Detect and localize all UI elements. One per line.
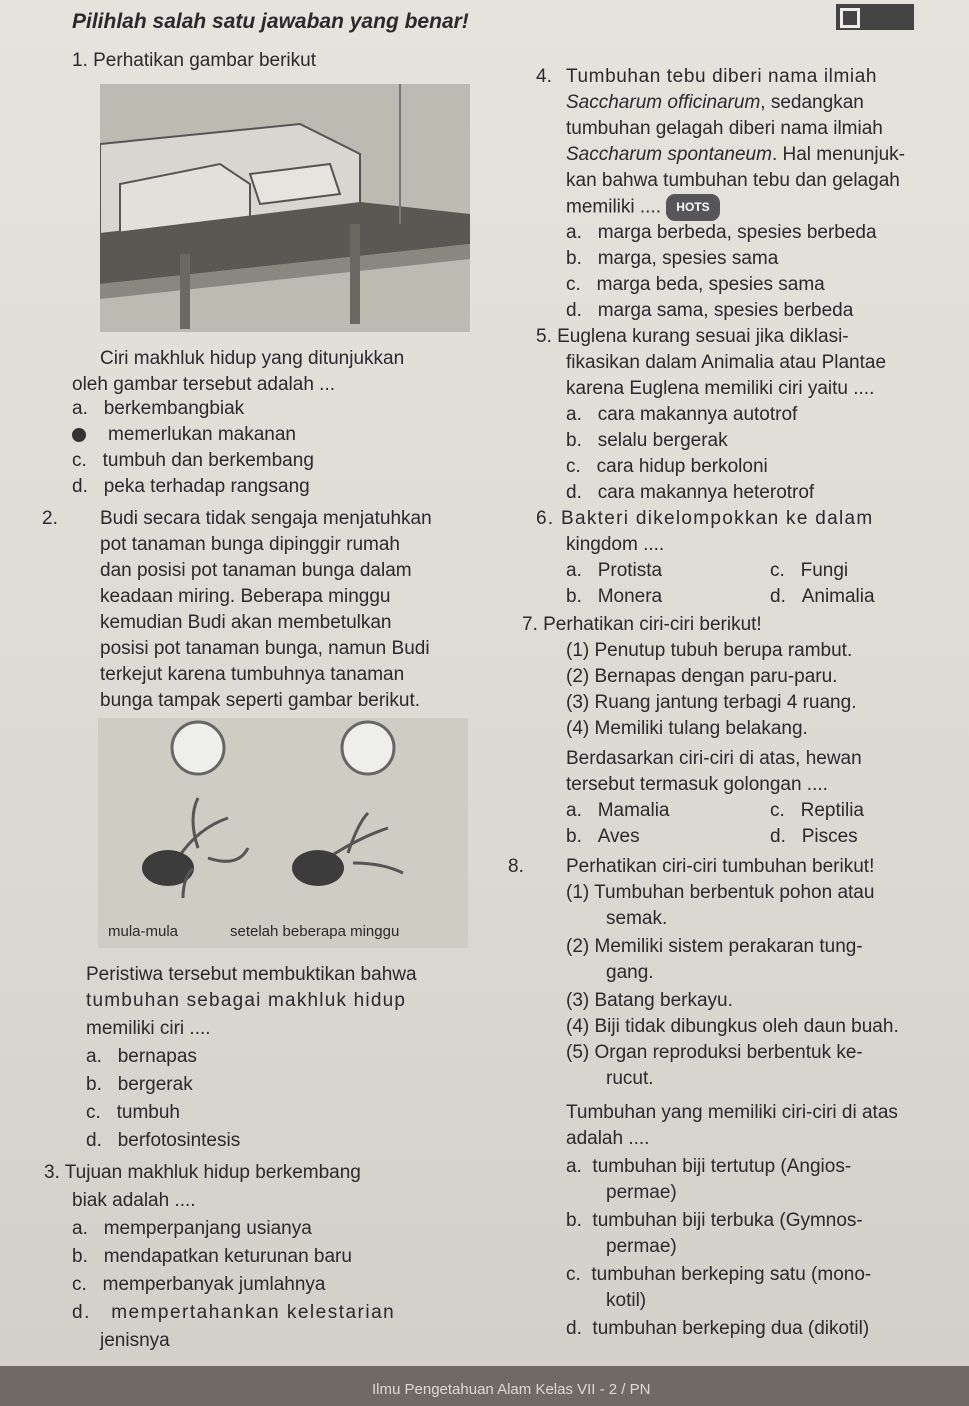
q7-option-a[interactable]: a. Mamalia [566, 800, 670, 821]
q2-option-c[interactable]: c. tumbuh [86, 1102, 180, 1123]
q7-item2: (2) Bernapas dengan paru-paru. [566, 666, 838, 687]
q7-item4: (4) Memiliki tulang belakang. [566, 718, 808, 739]
q8-item5-cont: rucut. [606, 1068, 654, 1089]
q8-option-a-cont: permae) [606, 1182, 677, 1203]
q2-option-d[interactable]: d. berfotosintesis [86, 1130, 241, 1151]
q6-line2: kingdom .... [566, 534, 665, 555]
q8-item4: (4) Biji tidak dibungkus oleh daun buah. [566, 1016, 899, 1037]
q8-line2: Tumbuhan yang memiliki ciri-ciri di atas [566, 1102, 898, 1123]
q8-option-d[interactable]: d. tumbuhan berkeping dua (dikotil) [566, 1318, 870, 1339]
q1-option-c[interactable]: c. tumbuh dan berkembang [72, 450, 314, 471]
q1-option-b[interactable]: memerlukan makanan [72, 422, 296, 447]
q5-option-b[interactable]: b. selalu bergerak [566, 430, 728, 451]
qr-code-icon [836, 4, 914, 30]
q8-number: 8. [508, 856, 524, 877]
q8-item2: (2) Memiliki sistem perakaran tung- [566, 936, 863, 957]
q2-option-a[interactable]: a. bernapas [86, 1046, 197, 1067]
q3-option-d-cont: jenisnya [100, 1330, 170, 1351]
q6-option-b[interactable]: b. Monera [566, 586, 663, 607]
q3-option-a[interactable]: a. memperpanjang usianya [72, 1218, 312, 1239]
q5-line3: karena Euglena memiliki ciri yaitu .... [566, 378, 875, 399]
q2-line1: Budi secara tidak sengaja menjatuhkan [100, 508, 432, 529]
q4-line3: tumbuhan gelagah diberi nama ilmiah [566, 118, 883, 139]
q5-option-d[interactable]: d. cara makannya heterotrof [566, 482, 815, 503]
q8-item1-cont: semak. [606, 908, 668, 929]
q8-option-b-cont: permae) [606, 1236, 677, 1257]
q4-line5: kan bahwa tumbuhan tebu dan gelagah [566, 170, 900, 191]
q4-line2: Saccharum officinarum, sedangkan [566, 92, 864, 113]
q4-option-d[interactable]: d. marga sama, spesies berbeda [566, 300, 854, 321]
plant-pot-image [98, 718, 468, 948]
q3-option-d[interactable]: d. mempertahankan kelestarian [72, 1302, 396, 1323]
q5-option-a[interactable]: a. cara makannya autotrof [566, 404, 798, 425]
q7-option-c[interactable]: c. Reptilia [770, 800, 864, 821]
q6-option-d[interactable]: d. Animalia [770, 586, 875, 607]
q5-option-c[interactable]: c. cara hidup berkoloni [566, 456, 768, 477]
q5-line2: fikasikan dalam Animalia atau Plantae [566, 352, 887, 373]
q8-item1: (1) Tumbuhan berbentuk pohon atau [566, 882, 875, 903]
q4-line6: memiliki .... HOTS [566, 194, 720, 221]
q4-option-c[interactable]: c. marga beda, spesies sama [566, 274, 825, 295]
q2-question-line3: memiliki ciri .... [86, 1018, 211, 1039]
q2-question-line1: Peristiwa tersebut membuktikan bahwa [86, 964, 417, 985]
q3-line1: 3. Tujuan makhluk hidup berkembang [44, 1162, 361, 1183]
q8-option-c[interactable]: c. tumbuhan berkeping satu (mono- [566, 1264, 872, 1285]
q4-line4: Saccharum spontaneum. Hal menunjuk- [566, 144, 906, 165]
caption-initial: mula-mula [108, 923, 179, 940]
q4-number: 4. [536, 66, 552, 87]
q7-line2: Berdasarkan ciri-ciri di atas, hewan [566, 748, 862, 769]
q7-line1: 7. Perhatikan ciri-ciri berikut! [522, 614, 762, 635]
q8-item3: (3) Batang berkayu. [566, 990, 733, 1011]
q7-line3: tersebut termasuk golongan .... [566, 774, 828, 795]
q2-line2: pot tanaman bunga dipinggir rumah [100, 534, 400, 555]
q2-line3: dan posisi pot tanaman bunga dalam [100, 560, 412, 581]
q7-item1: (1) Penutup tubuh berupa rambut. [566, 640, 853, 661]
q2-line5: kemudian Budi akan membetulkan [100, 612, 392, 633]
q2-question-line2: tumbuhan sebagai makhluk hidup [86, 990, 407, 1011]
hots-badge: HOTS [666, 194, 719, 221]
q6-option-c[interactable]: c. Fungi [770, 560, 849, 581]
q8-item5: (5) Organ reproduksi berbentuk ke- [566, 1042, 863, 1063]
q5-line1: 5. Euglena kurang sesuai jika diklasi- [536, 326, 849, 347]
q1-option-d[interactable]: d. peka terhadap rangsang [72, 476, 310, 497]
selected-mark-icon [72, 428, 86, 442]
q1-option-a[interactable]: a. berkembangbiak [72, 398, 245, 419]
q8-line1: Perhatikan ciri-ciri tumbuhan berikut! [566, 856, 875, 877]
q8-line3: adalah .... [566, 1128, 650, 1149]
q7-option-d[interactable]: d. Pisces [770, 826, 858, 847]
q6-option-a[interactable]: a. Protista [566, 560, 663, 581]
q4-option-a[interactable]: a. marga berbeda, spesies berbeda [566, 222, 877, 243]
q2-option-b[interactable]: b. bergerak [86, 1074, 193, 1095]
q2-number: 2. [42, 508, 58, 529]
cows-eating-image [100, 84, 470, 332]
q6-line1: 6. Bakteri dikelompokkan ke dalam [536, 508, 874, 529]
q3-line2: biak adalah .... [72, 1190, 196, 1211]
q3-option-c[interactable]: c. memperbanyak jumlahnya [72, 1274, 326, 1295]
q2-line4: keadaan miring. Beberapa minggu [100, 586, 391, 607]
q8-option-a[interactable]: a. tumbuhan biji tertutup (Angios- [566, 1156, 852, 1177]
q3-option-b[interactable]: b. mendapatkan keturunan baru [72, 1246, 352, 1267]
q4-option-b[interactable]: b. marga, spesies sama [566, 248, 779, 269]
q1-question-line1: Ciri makhluk hidup yang ditunjukkan [100, 348, 405, 369]
q8-option-c-cont: kotil) [606, 1290, 647, 1311]
q2-line6: posisi pot tanaman bunga, namun Budi [100, 638, 430, 659]
q8-option-b[interactable]: b. tumbuhan biji terbuka (Gymnos- [566, 1210, 863, 1231]
q8-item2-cont: gang. [606, 962, 654, 983]
caption-after: setelah beberapa minggu [230, 923, 400, 940]
q1-question-line2: oleh gambar tersebut adalah ... [72, 374, 336, 395]
q2-line8: bunga tampak seperti gambar berikut. [100, 690, 421, 711]
q7-option-b[interactable]: b. Aves [566, 826, 640, 847]
q1-prompt: 1. Perhatikan gambar berikut [72, 50, 316, 71]
q7-item3: (3) Ruang jantung terbagi 4 ruang. [566, 692, 857, 713]
q2-line7: terkejut karena tumbuhnya tanaman [100, 664, 405, 685]
q4-line1: Tumbuhan tebu diberi nama ilmiah [566, 66, 878, 87]
instruction-heading: Pilihlah salah satu jawaban yang benar! [72, 10, 469, 33]
page-footer-text: Ilmu Pengetahuan Alam Kelas VII - 2 / PN [372, 1381, 651, 1398]
